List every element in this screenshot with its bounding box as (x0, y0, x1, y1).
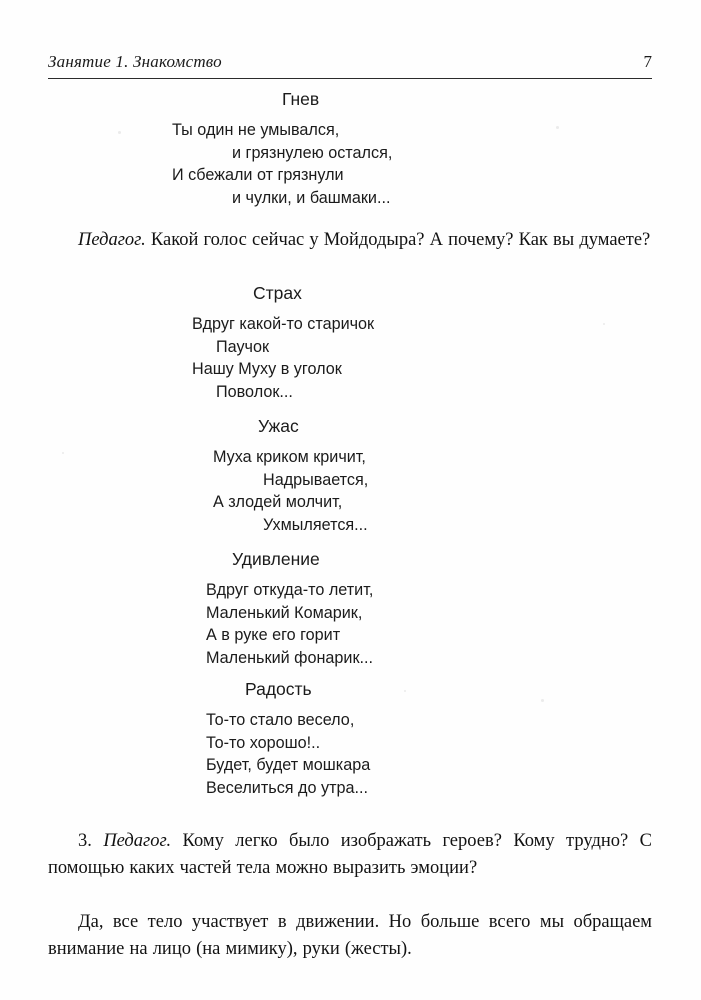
running-header (48, 52, 652, 72)
poem-line: Вдруг какой-то старичок (192, 315, 375, 333)
poem-title: Страх (253, 283, 302, 303)
poem-lines (48, 579, 652, 669)
poem-line: Нашу Муху в уголок (192, 360, 342, 378)
speaker-label: Педагог. (103, 831, 172, 851)
header-rule (48, 78, 652, 79)
poem-block (48, 678, 652, 799)
poem-lines (48, 313, 652, 403)
teacher-question-paragraph (48, 227, 652, 254)
poem-line: Маленький фонарик... (206, 648, 374, 667)
closing-paragraph (48, 909, 652, 963)
poem-line: Будет, будет мошкара (206, 756, 371, 774)
poem-line: Веселиться до утра... (206, 778, 369, 797)
poem-line: Муха криком кричит, (213, 448, 366, 466)
poem-line: Ты один не умывался, (172, 121, 340, 139)
poem-line: и чулки, и башмаки... (232, 188, 391, 207)
poem-block (48, 415, 652, 536)
poem-line: Вдруг откуда-то летит, (206, 581, 374, 599)
poem-line: Поволок... (216, 382, 293, 401)
running-head-title: Занятие 1. Знакомство (48, 52, 222, 71)
poem-line: И сбежали от грязнули (172, 166, 344, 184)
page-number: 7 (643, 52, 652, 71)
poem-line: А злодей молчит, (213, 493, 343, 511)
poem-line: Ухмыляется... (263, 515, 368, 534)
poem-title: Удивление (232, 549, 320, 569)
poem-lines (48, 446, 652, 536)
poem-line: и грязнулею остался, (232, 143, 393, 162)
poem-block (48, 88, 652, 209)
poem-line: Маленький Комарик, (206, 603, 363, 622)
poem-line: То-то хорошо!.. (206, 733, 321, 752)
poem-title: Радость (245, 679, 312, 699)
numbered-item-paragraph (48, 828, 652, 882)
poem-block (48, 282, 652, 403)
poem-line: То-то стало весело, (206, 711, 355, 729)
item-number: 3. (78, 831, 104, 851)
poem-block (48, 548, 652, 669)
poem-line: Паучок (216, 337, 270, 356)
paragraph-text: Да, все тело участвует в движении. Но больше всего мы обращаем внимание на лицо (на мимику), руки (жесты). (48, 912, 652, 959)
poem-title: Ужас (258, 416, 299, 436)
paragraph-text: Какой голос сейчас у Мойдодыра? А почему? Как вы думаете? (145, 230, 651, 250)
speaker-label: Педагог. (78, 230, 146, 250)
poem-lines (48, 119, 652, 209)
poem-title: Гнев (282, 89, 320, 109)
poem-lines (48, 709, 652, 799)
poem-line: А в руке его горит (206, 626, 341, 644)
paragraph-text: Кому легко было изображать героев? Кому трудно? С помощью каких частей тела можно выразить эмоции? (48, 831, 652, 878)
poem-line: Надрывается, (263, 470, 369, 489)
